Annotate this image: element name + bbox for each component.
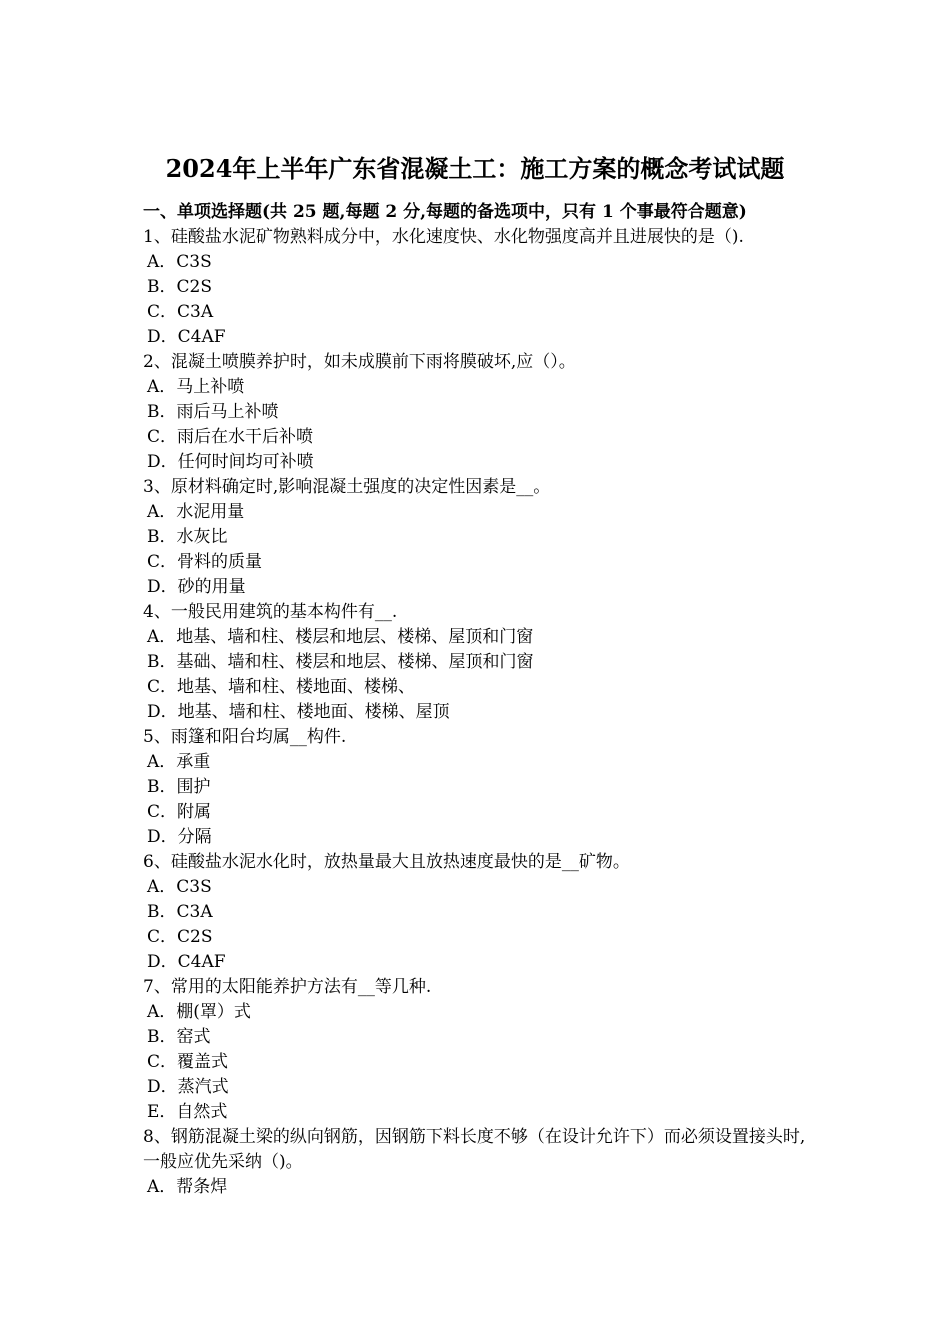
- question-block: [143, 975, 808, 1125]
- answer-option: B．雨后马上补喷: [147, 402, 279, 422]
- answer-option: A．帮条焊: [147, 1177, 228, 1197]
- question-text: 2、混凝土喷膜养护时，如未成膜前下雨将膜破坏,应（）。: [143, 352, 576, 372]
- question-list: [143, 225, 808, 1200]
- section-heading: 一、单项选择题(共 25 题,每题 2 分,每题的备选项中，只有 1 个事最符合题意): [143, 202, 747, 222]
- answer-option: A．马上补喷: [147, 377, 245, 397]
- answer-option: D．C4AF: [147, 327, 226, 347]
- answer-option: D．砂的用量: [147, 577, 246, 597]
- answer-option: D．分隔: [147, 827, 212, 847]
- answer-option: D．蒸汽式: [147, 1077, 229, 1097]
- answer-option: C．骨料的质量: [147, 552, 263, 572]
- answer-option: C．雨后在水干后补喷: [147, 427, 314, 447]
- question-block: [143, 1125, 808, 1200]
- answer-option: A．承重: [147, 752, 211, 772]
- question-block: [143, 475, 808, 600]
- question-block: [143, 850, 808, 975]
- answer-option: C．C3A: [147, 302, 214, 322]
- question-block: [143, 725, 808, 850]
- question-text: 5、雨篷和阳台均属__构件.: [143, 727, 347, 747]
- document-title: 2024年上半年广东省混凝土工：施工方案的概念考试试题: [165, 154, 785, 183]
- question-block: [143, 600, 808, 725]
- answer-option: C．地基、墙和柱、楼地面、楼梯、: [147, 677, 416, 697]
- answer-option: B．C3A: [147, 902, 213, 922]
- answer-option: A．C3S: [147, 877, 212, 897]
- question-text: 8、钢筋混凝土梁的纵向钢筋，因钢筋下料长度不够（在设计允许下）而必须设置接头时,一般应优先采纳（)。: [143, 1127, 806, 1172]
- answer-option: A．地基、墙和柱、楼层和地层、楼梯、屋顶和门窗: [147, 627, 534, 647]
- question-text: 4、一般民用建筑的基本构件有__.: [143, 602, 398, 622]
- answer-option: C．C2S: [147, 927, 213, 947]
- question-text: 1、硅酸盐水泥矿物熟料成分中，水化速度快、水化物强度高并且进展快的是（).: [143, 227, 744, 247]
- answer-option: E．自然式: [147, 1102, 228, 1122]
- answer-option: D．任何时间均可补喷: [147, 452, 314, 472]
- question-block: [143, 350, 808, 475]
- question-text: 3、原材料确定时,影响混凝土强度的决定性因素是__。: [143, 477, 551, 497]
- question-block: [143, 225, 808, 350]
- answer-option: B．水灰比: [147, 527, 228, 547]
- answer-option: B．围护: [147, 777, 211, 797]
- answer-option: D．C4AF: [147, 952, 226, 972]
- answer-option: A．水泥用量: [147, 502, 245, 522]
- answer-option: C．覆盖式: [147, 1052, 229, 1072]
- answer-option: B．C2S: [147, 277, 212, 297]
- answer-option: B．窑式: [147, 1027, 211, 1047]
- answer-option: C．附属: [147, 802, 212, 822]
- answer-option: B．基础、墙和柱、楼层和地层、楼梯、屋顶和门窗: [147, 652, 534, 672]
- answer-option: A．棚(罩）式: [147, 1002, 251, 1022]
- question-text: 7、常用的太阳能养护方法有__等几种.: [143, 977, 432, 997]
- answer-option: A．C3S: [147, 252, 212, 272]
- question-text: 6、硅酸盐水泥水化时，放热量最大且放热速度最快的是__矿物。: [143, 852, 630, 872]
- answer-option: D．地基、墙和柱、楼地面、楼梯、屋顶: [147, 702, 450, 722]
